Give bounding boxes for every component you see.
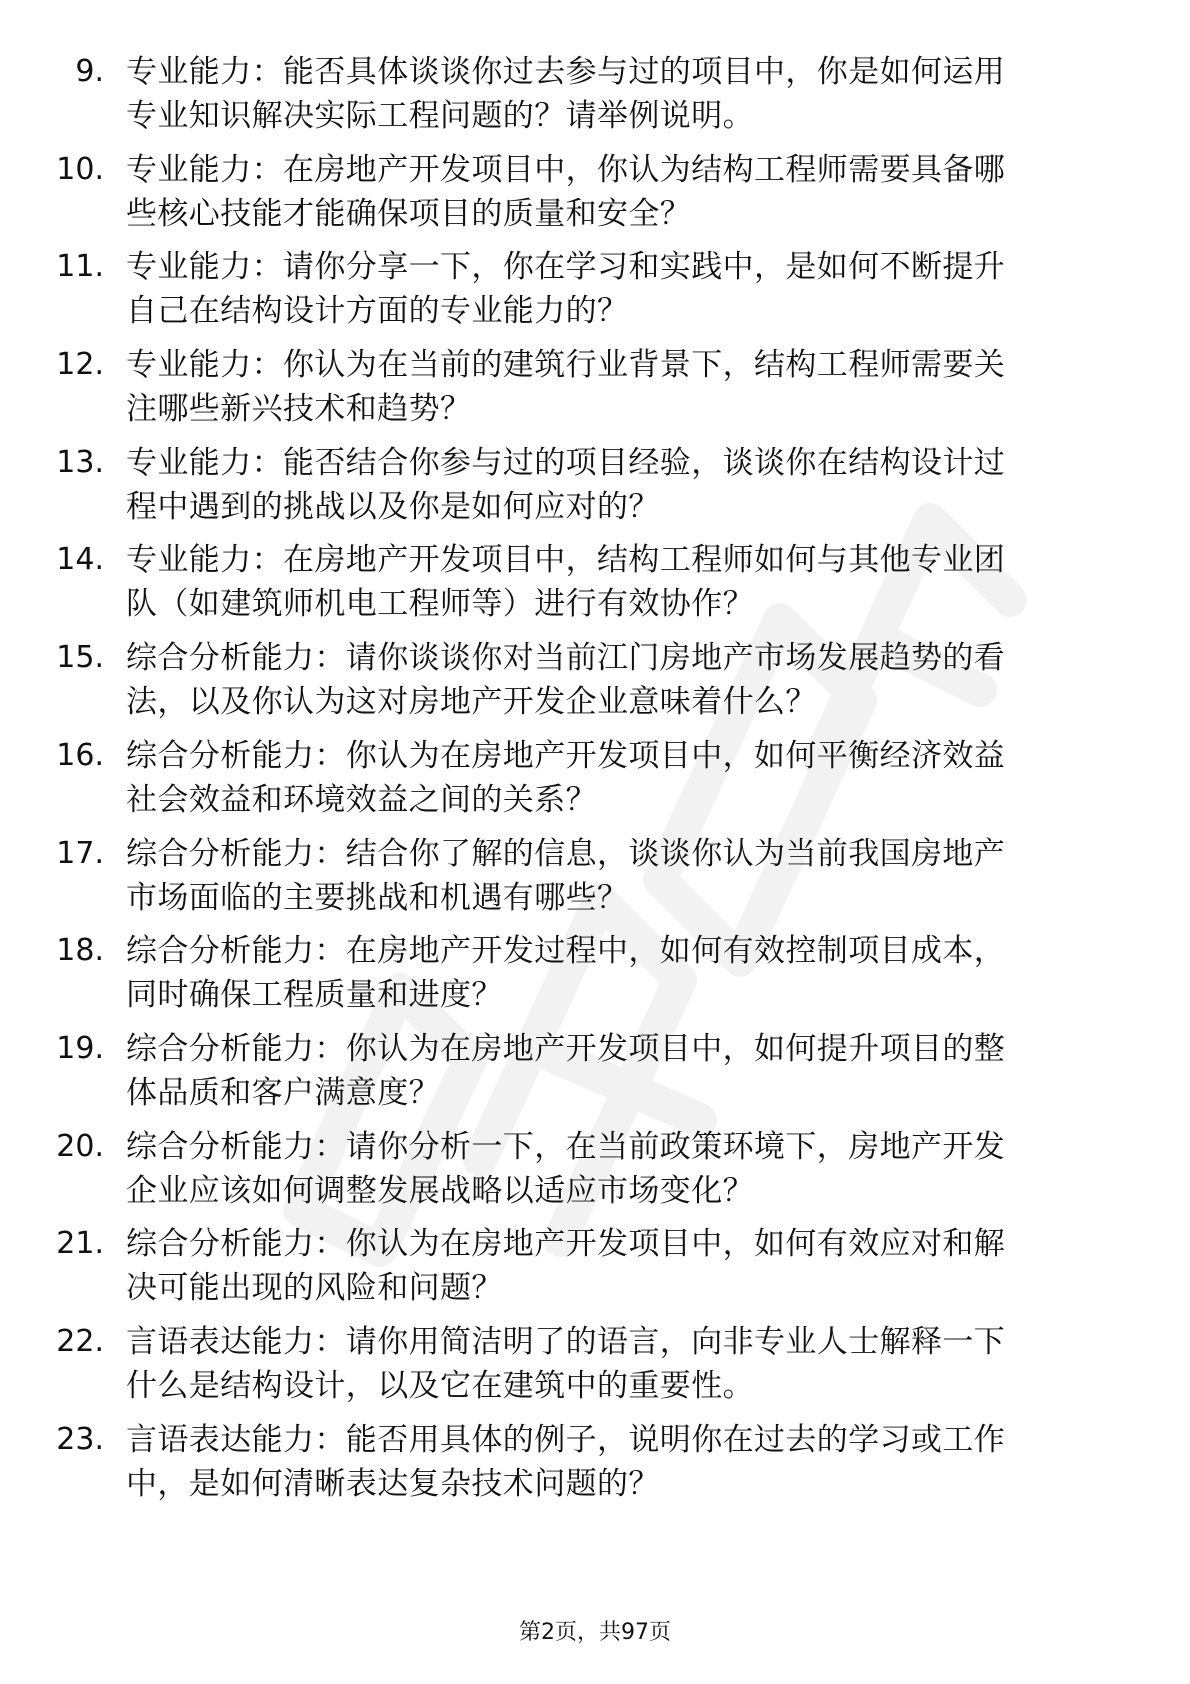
question-item <box>0 1222 1190 1320</box>
question-line: 专业能力：请你分享一下，你在学习和实践中，是如何不断提升 <box>126 249 1006 286</box>
question-line: 言语表达能力：请你用简洁明了的语言，向非专业人士解释一下 <box>126 1323 1006 1360</box>
question-text <box>126 343 1116 431</box>
question-number: 11. <box>56 249 104 285</box>
question-item <box>0 245 1190 343</box>
question-text <box>126 1027 1116 1115</box>
question-text <box>126 148 1116 236</box>
question-line: 程中遇到的挑战以及你是如何应对的？ <box>126 488 660 525</box>
question-line: 综合分析能力：在房地产开发过程中，如何有效控制项目成本， <box>126 933 1006 970</box>
question-number: 17. <box>56 835 104 871</box>
question-item <box>0 734 1190 832</box>
question-list <box>0 50 1190 1515</box>
question-number: 22. <box>56 1323 104 1359</box>
question-text <box>126 832 1116 920</box>
question-item <box>0 1418 1190 1516</box>
question-text <box>126 1320 1116 1408</box>
question-text <box>126 734 1116 822</box>
question-line: 体品质和客户满意度？ <box>126 1074 440 1111</box>
question-line: 法，以及你认为这对房地产开发企业意味着什么？ <box>126 684 817 721</box>
question-line: 企业应该如何调整发展战略以适应市场变化？ <box>126 1172 754 1209</box>
question-item <box>0 636 1190 734</box>
question-text <box>126 245 1116 333</box>
question-line: 专业能力：能否具体谈谈你过去参与过的项目中，你是如何运用 <box>126 54 1006 90</box>
question-line: 队（如建筑师机电工程师等）进行有效协作？ <box>126 586 754 623</box>
question-item <box>0 538 1190 636</box>
question-line: 综合分析能力：你认为在房地产开发项目中，如何有效应对和解 <box>126 1226 1006 1263</box>
question-item <box>0 343 1190 441</box>
question-line: 社会效益和环境效益之间的关系？ <box>126 781 597 818</box>
question-line: 综合分析能力：你认为在房地产开发项目中，如何提升项目的整 <box>126 1030 1006 1067</box>
question-line: 市场面临的主要挑战和机遇有哪些？ <box>126 879 629 916</box>
question-text <box>126 1418 1116 1506</box>
question-number: 10. <box>56 151 104 187</box>
question-number: 23. <box>56 1421 104 1457</box>
question-text <box>126 50 1116 138</box>
question-text <box>126 1222 1116 1310</box>
question-line: 综合分析能力：请你分析一下，在当前政策环境下，房地产开发 <box>126 1128 1006 1165</box>
question-number: 16. <box>56 737 104 773</box>
question-line: 言语表达能力：能否用具体的例子，说明你在过去的学习或工作 <box>126 1421 1006 1458</box>
question-line: 综合分析能力：结合你了解的信息，谈谈你认为当前我国房地产 <box>126 835 1006 872</box>
question-line: 些核心技能才能确保项目的质量和安全？ <box>126 195 692 232</box>
question-item <box>0 1320 1190 1418</box>
question-line: 什么是结构设计，以及它在建筑中的重要性。 <box>126 1367 754 1404</box>
question-item <box>0 148 1190 246</box>
question-line: 专业知识解决实际工程问题的？请举例说明。 <box>126 98 754 134</box>
question-line: 自己在结构设计方面的专业能力的？ <box>126 293 629 330</box>
question-item <box>0 50 1190 148</box>
question-number: 12. <box>56 347 104 383</box>
question-line: 决可能出现的风险和问题？ <box>126 1270 503 1307</box>
question-line: 专业能力：在房地产开发项目中，你认为结构工程师需要具备哪 <box>126 151 1006 188</box>
question-text <box>126 538 1116 626</box>
question-line: 同时确保工程质量和进度？ <box>126 977 503 1014</box>
question-number: 9. <box>75 54 104 89</box>
question-text <box>126 441 1116 529</box>
question-text <box>126 1125 1116 1213</box>
question-number: 15. <box>56 640 104 676</box>
page-footer: 第2页，共97页 <box>519 1620 671 1645</box>
question-item <box>0 929 1190 1027</box>
question-text <box>126 929 1116 1017</box>
question-item <box>0 441 1190 539</box>
question-item <box>0 1125 1190 1223</box>
question-line: 专业能力：在房地产开发项目中，结构工程师如何与其他专业团 <box>126 542 1006 579</box>
question-line: 专业能力：你认为在当前的建筑行业背景下，结构工程师需要关 <box>126 347 1006 384</box>
question-number: 20. <box>56 1128 104 1164</box>
question-number: 14. <box>56 542 104 578</box>
question-number: 13. <box>56 444 104 480</box>
question-line: 中，是如何清晰表达复杂技术问题的？ <box>126 1465 660 1502</box>
question-line: 综合分析能力：你认为在房地产开发项目中，如何平衡经济效益 <box>126 737 1006 774</box>
question-number: 19. <box>56 1030 104 1066</box>
question-number: 21. <box>56 1226 104 1262</box>
question-line: 专业能力：能否结合你参与过的项目经验，谈谈你在结构设计过 <box>126 444 1006 481</box>
question-item <box>0 1027 1190 1125</box>
question-line: 注哪些新兴技术和趋势？ <box>126 391 472 428</box>
question-item <box>0 832 1190 930</box>
question-text <box>126 636 1116 724</box>
question-number: 18. <box>56 933 104 969</box>
question-line: 综合分析能力：请你谈谈你对当前江门房地产市场发展趋势的看 <box>126 640 1006 677</box>
